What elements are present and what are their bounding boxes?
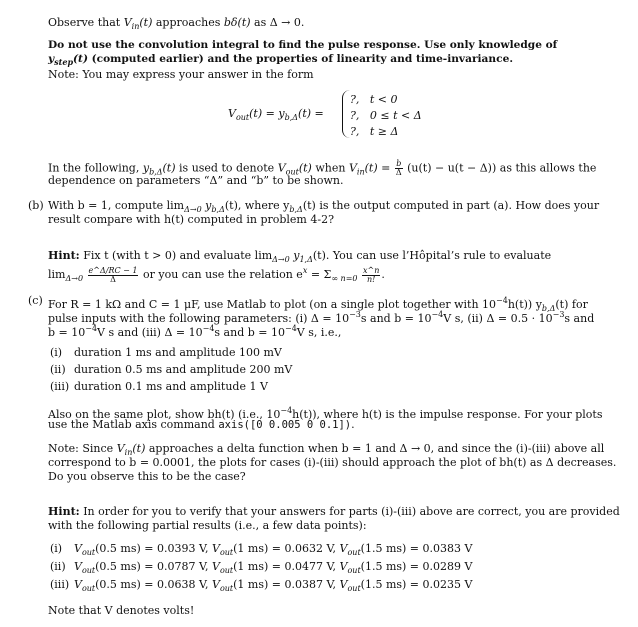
hint2-label: Hint: — [48, 505, 80, 518]
result-v2: (1 ms) = 0.0477 V, — [233, 560, 340, 573]
part-c-l3-a: b = 10 — [48, 326, 86, 339]
result-v3: (1.5 ms) = 0.0383 V — [360, 542, 473, 555]
also-text-a: Also on the same plot, show bh(t) (i.e., 10 — [48, 408, 281, 421]
hint1-frac2-num: x^n — [363, 265, 380, 275]
part-c-l2-a: pulse inputs with the following parameters: (i) Δ = 10 — [48, 312, 350, 325]
note-line3: Do you observe this to be the case? — [48, 470, 246, 483]
case-cond-1: t < 0 — [369, 93, 398, 106]
hint2-line1 — [48, 505, 620, 519]
matlab-axis-code: axis([0 0.005 0 0.1]) — [218, 419, 352, 431]
result-v2: (1 ms) = 0.0387 V, — [233, 578, 340, 591]
part-b-text-d: (t) is the output computed in part (a). How does your — [302, 199, 600, 212]
part-c-sup: −4 — [496, 296, 508, 305]
following-c: when — [311, 161, 349, 175]
case-row-2: ?, 0 ≤ t < Δ — [350, 109, 422, 122]
part-c-l2-c: V s, (ii) Δ = 0.5 · 10 — [443, 312, 553, 325]
list-item-label: (i) — [50, 346, 63, 359]
eq-sub-out: out — [235, 113, 250, 122]
result-label: (ii) — [50, 560, 66, 573]
eq-arg: (t) = y — [249, 107, 285, 120]
result-v3: (1.5 ms) = 0.0235 V — [360, 578, 473, 591]
result-row: (i) $V_{out}(0.5$ ms) = 0.0393 V, $V_{out}(1$ ms) = 0.0632 V, $V_{out}(1.5$ ms) = 0.0383 V — [50, 542, 473, 557]
part-b-y2-sub: b,Δ — [289, 205, 303, 214]
result-v1: (0.5 ms) = 0.0393 V, — [95, 542, 212, 555]
list-item-label: (ii) — [50, 363, 66, 376]
observe-line: Observe that $V_{in}(t)$ approaches bδ(t) as Δ → 0. — [48, 16, 305, 31]
list-item — [50, 380, 268, 394]
part-c-sub: b,Δ — [541, 304, 556, 313]
part-b-lim-sub: Δ→0 — [184, 205, 202, 214]
hint1-label: Hint: — [48, 249, 80, 262]
following-a: In the following, — [48, 161, 143, 175]
part-b-y-sub: b,Δ — [211, 205, 225, 214]
also-text-b: h(t)), where h(t) is the impulse response. For your plots — [292, 408, 603, 421]
hint1-text-c: (t). You can use l’Hôpital’s rule to evaluate — [312, 249, 552, 262]
part-c-l2-b: s and b = 10 — [360, 312, 432, 325]
list-item-text: duration 1 ms and amplitude 100 mV — [74, 346, 282, 359]
hint1-frac-den: Δ — [110, 274, 116, 284]
following-line2: dependence on parameters “Δ” and “b” to be shown. — [48, 174, 344, 187]
eq-arg2: (t) = — [298, 107, 324, 120]
result-v3: (1.5 ms) = 0.0289 V — [360, 560, 473, 573]
part-b-line2: result compare with h(t) computed in problem 4-2? — [48, 213, 334, 226]
part-c-l2-sup2: −4 — [431, 310, 444, 319]
eq-v: V — [228, 107, 236, 120]
part-c-text-b: h(t)) y — [507, 298, 542, 311]
part-b-text-c: (t), where y — [224, 199, 290, 212]
part-c-l3-d: V s, i.e., — [296, 326, 342, 339]
also-text-c: use the Matlab axis command — [48, 418, 219, 431]
case-row-3: ?, t ≥ Δ — [350, 125, 399, 138]
result-row: (ii) $V_{out}(0.5$ ms) = 0.0787 V, $V_{out}(1$ ms) = 0.0477 V, $V_{out}(1.5$ ms) = 0.0289 V — [50, 560, 473, 575]
part-c-l3-sup3: −4 — [284, 324, 297, 333]
part-c-text-c: (t) for — [555, 298, 588, 311]
note-form: Note: You may express your answer in the form — [48, 68, 314, 81]
observe-text-a: Observe that — [48, 16, 124, 29]
following-b: is used to denote — [175, 161, 278, 175]
hint1-y: y — [289, 249, 300, 262]
part-b-text-a: With b = 1, compute lim — [48, 199, 185, 212]
bold-instruction-line1: Do not use the convolution integral to find the pulse response. Use only knowledge of — [48, 39, 558, 51]
result-label: (iii) — [50, 578, 70, 591]
note-text-a: Note: Since — [48, 442, 117, 455]
note-line1: Note: Since $V_{in}(t)$ approaches a delta function when b = 1 and Δ → 0, and since the (i)-(iii) above all — [48, 442, 605, 457]
part-c-l3-b: V s and (iii) Δ = 10 — [97, 326, 203, 339]
result-label: (i) — [50, 542, 63, 555]
following-d: (u(t) − u(t − Δ)) as this allows the — [403, 161, 597, 175]
case-cond-2: 0 ≤ t < Δ — [369, 109, 422, 122]
bold-instruction-line2: $y_{step}(t)$ (computed earlier) and the properties of linearity and time-invariance. — [48, 53, 514, 67]
hint1-sum: = Σ — [307, 268, 332, 281]
part-c-l3-c: s and b = 10 — [214, 326, 285, 339]
eq-sub-b: b,Δ — [284, 113, 299, 122]
result-v2: (1 ms) = 0.0632 V, — [233, 542, 340, 555]
hint2-text-a: In order for you to verify that your answers for parts (i)-(iii) above are correct, you are provided — [79, 505, 620, 518]
also-sup: −4 — [280, 406, 293, 415]
result-v1: (0.5 ms) = 0.0787 V, — [95, 560, 212, 573]
note-line2: correspond to b = 0.0001, the plots for cases (i)-(iii) should approach the plot of bh(t) as Δ decreases. — [48, 456, 617, 469]
part-c-l2-sup: −3 — [349, 310, 361, 319]
list-item-text: duration 0.1 ms and amplitude 1 V — [74, 380, 268, 393]
part-c-l2-sup3: −3 — [552, 310, 565, 319]
hint1-frac-num: e^Δ/RC − 1 — [88, 265, 138, 275]
part-c-l3-sup2: −4 — [202, 324, 215, 333]
list-item-label: (iii) — [50, 380, 70, 393]
part-b-y: y — [201, 199, 212, 212]
part-c-text-a: For R = 1 kΩ and C = 1 μF, use Matlab to plot (on a single plot together with 10 — [48, 298, 497, 311]
hint1-text-a: Fix t (with t > 0) and evaluate lim — [79, 249, 273, 262]
observe-text-c: as Δ → 0. — [250, 16, 305, 29]
hint1-sum-limits: ∞ n=0 — [331, 274, 358, 283]
note-text-b: approaches a delta function when b = 1 and Δ → 0, and since the (i)-(iii) above all — [145, 442, 605, 455]
result-row: (iii) $V_{out}(0.5$ ms) = 0.0638 V, $V_{out}(1$ ms) = 0.0387 V, $V_{out}(1.5$ ms) = 0.0235 V — [50, 578, 473, 593]
hint1-lim-sub: Δ→0 — [272, 255, 290, 264]
list-item-text: duration 0.5 ms and amplitude 200 mV — [74, 363, 293, 376]
hint1-period: . — [381, 268, 385, 281]
case-cond-3: t ≥ Δ — [369, 125, 399, 138]
bold-instruction-text: (computed earlier) and the properties of linearity and time-invariance. — [87, 53, 514, 65]
list-item — [50, 346, 282, 360]
hint1-lim2-sub: Δ→0 — [65, 274, 84, 283]
hint1-y-sub: 1,Δ — [299, 255, 313, 264]
hint1-text-b: or you can use the relation e — [139, 268, 303, 281]
part-b-label: (b) — [28, 199, 44, 212]
equation-lhs — [228, 107, 324, 125]
observe-text-b: approaches — [152, 16, 224, 29]
part-c-line3 — [48, 322, 341, 340]
part-c-l2-d: s and — [564, 312, 595, 325]
case-row-1: ?, t < 0 — [350, 93, 398, 106]
hint2-line2: with the following partial results (i.e., a few data points): — [48, 519, 367, 532]
part-c-l3-sup: −4 — [85, 324, 98, 333]
following-line1: In the following, $y_{b,\Delta}(t)$ is used to denote $V_{out}(t)$ when $V_{in}(t)$ = $\frac{b}{\Delta}$ (u(t) − u(t − Δ)) as this allows the — [48, 159, 597, 177]
volts-note: Note that V denotes volts! — [48, 604, 195, 617]
hint1-lim: lim — [48, 268, 66, 281]
list-item — [50, 363, 292, 377]
result-v1: (0.5 ms) = 0.0638 V, — [95, 578, 212, 591]
part-c-label: (c) — [28, 294, 43, 307]
hint1-exp: x — [302, 266, 308, 275]
also-period: . — [351, 418, 355, 431]
hint1-line2 — [48, 264, 385, 286]
also-line2 — [48, 418, 355, 432]
hint1-frac2-den: n! — [367, 274, 376, 284]
